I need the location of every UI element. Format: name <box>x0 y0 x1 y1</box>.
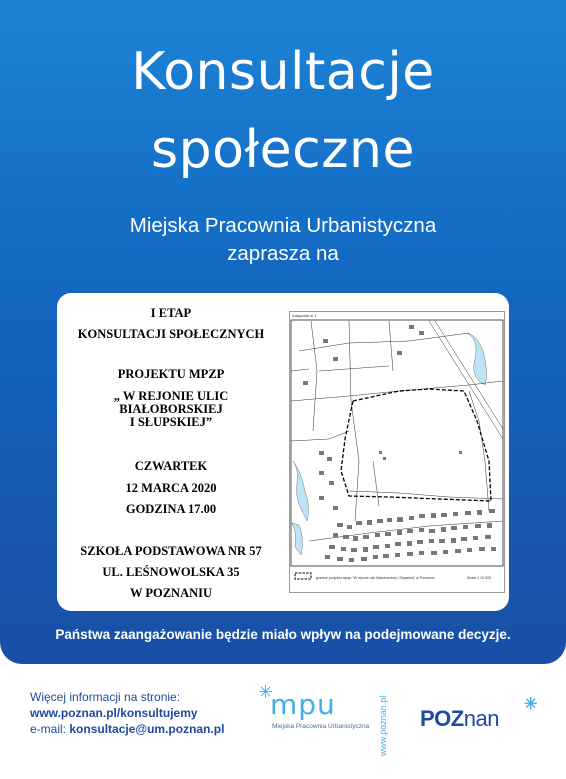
poznan-logo-upper: POZ <box>420 706 464 731</box>
venue-street: UL. LEŚNOWOLSKA 35 <box>102 565 240 579</box>
email-link[interactable]: konsultacje@um.poznan.pl <box>69 722 225 736</box>
event-day: CZWARTEK <box>134 459 208 473</box>
asterisk-icon: ✳ <box>524 696 537 713</box>
footer-contact <box>30 689 224 737</box>
poster-title-line2: społeczne <box>150 120 416 180</box>
poznan-url-vertical <box>376 690 390 762</box>
area-map <box>289 311 505 593</box>
poznan-url-text: www.poznan.pl <box>378 695 388 757</box>
poznan-logo-lower: nan <box>463 706 499 731</box>
consultation-label: KONSULTACJI SPOŁECZNYCH <box>77 327 265 341</box>
event-time: GODZINA 17.00 <box>125 502 217 516</box>
event-info-card <box>57 293 509 611</box>
project-label: PROJEKTU MPZP <box>117 367 225 381</box>
map-scale: Skala 1:10 000 <box>467 576 491 580</box>
poster-title-line1: Konsultacje <box>131 42 435 102</box>
map-header: Załącznik nr 1 <box>292 313 317 318</box>
mpu-logo-subtext: Miejska Pracownia Urbanistyczna <box>272 723 370 730</box>
slogan: Państwa zaangażowanie będzie miało wpływ na podejmowane decyzje. <box>55 627 511 642</box>
organizer-name: Miejska Pracownia Urbanistyczna <box>129 214 437 237</box>
mpu-logo-text: mpu <box>270 688 336 721</box>
venue-city: W POZNANIU <box>129 586 213 600</box>
email-label: e-mail: <box>30 722 67 736</box>
project-name-line2: BIAŁOBORSKIEJ <box>119 402 223 416</box>
venue-name: SZKOŁA PODSTAWOWA NR 57 <box>80 544 262 558</box>
mpu-logo <box>256 682 370 736</box>
invitation-text: zaprasza na <box>227 242 339 265</box>
project-name-line1: „ W REJONIE ULIC <box>113 389 229 403</box>
event-date: 12 MARCA 2020 <box>125 481 217 495</box>
asterisk-icon: ✳ <box>258 682 274 703</box>
stage-label: I ETAP <box>150 306 192 320</box>
poznan-logo <box>420 696 537 732</box>
map-legend: granice projektu mpzp "W rejonie ulic Białoborskiej i Słupskiej" w Poznaniu <box>316 576 435 580</box>
info-label: Więcej informacji na stronie: <box>30 690 181 704</box>
project-name-line3: I SŁUPSKIEJ” <box>129 415 213 429</box>
info-link[interactable]: www.poznan.pl/konsultujemy <box>30 706 198 720</box>
